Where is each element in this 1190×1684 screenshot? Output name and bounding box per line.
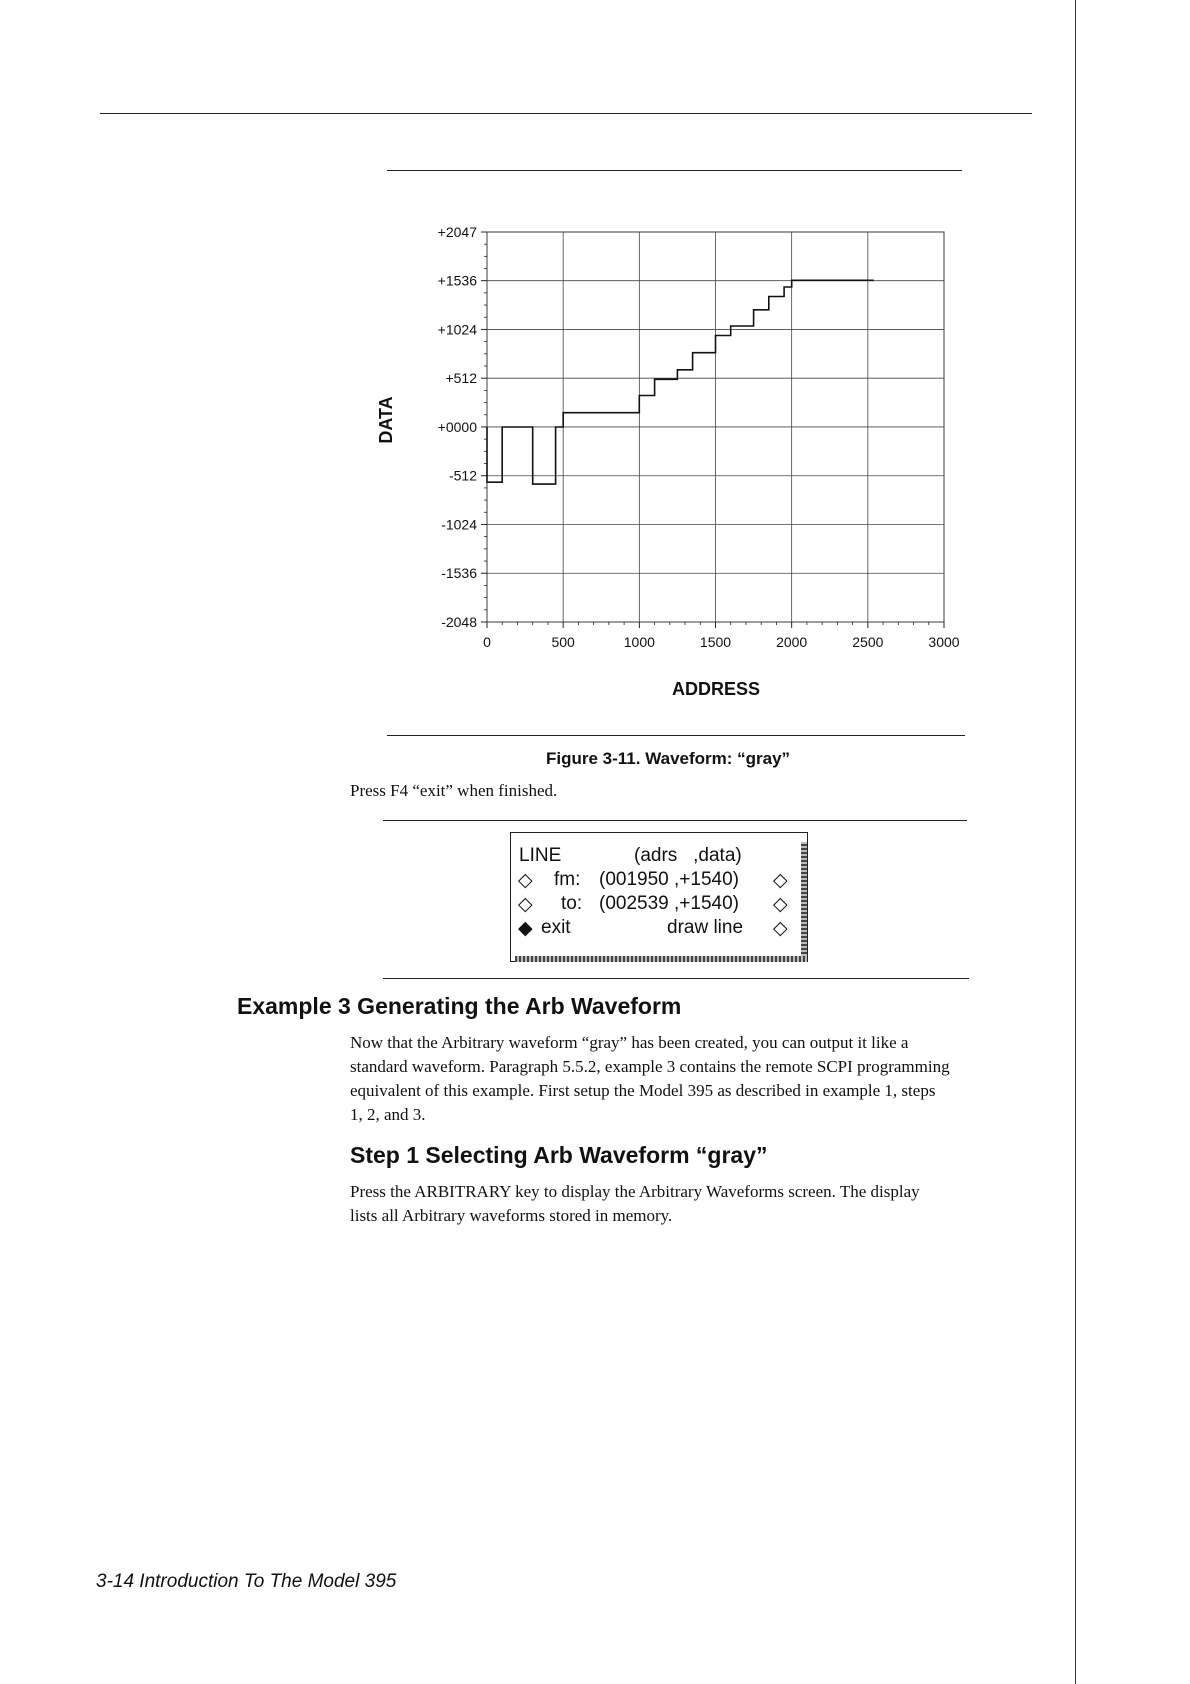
x-tick-label: 0 [483, 634, 491, 650]
figure-top-rule [387, 170, 962, 171]
diamond-outline-icon[interactable]: ◇ [773, 918, 788, 939]
figure-caption: Figure 3-11. Waveform: “gray” [546, 749, 791, 768]
example-line: 1, 2, and 3. [350, 1105, 426, 1124]
example-line: Now that the Arbitrary waveform “gray” has been created, you can output it like a [350, 1033, 909, 1052]
top-rule [100, 113, 1032, 114]
lcd-display [510, 832, 808, 962]
example-line: equivalent of this example. First setup the Model 395 as described in example 1, steps [350, 1081, 936, 1100]
lcd-shadow [515, 956, 807, 962]
y-tick-label: +1024 [437, 321, 477, 338]
x-tick-label: 1500 [699, 634, 732, 650]
page-footer: 3-14 Introduction To The Model 395 [96, 1571, 397, 1592]
lcd-draw-line-label[interactable]: draw line [667, 917, 744, 938]
lcd-top-rule [383, 820, 967, 821]
y-tick-label: +512 [445, 370, 477, 387]
y-tick-label: +0000 [437, 418, 477, 435]
example-heading: Example 3 Generating the Arb Waveform [237, 993, 682, 1019]
lcd-from-value: (001950 ,+1540) [599, 869, 739, 890]
y-tick-label: -1536 [441, 565, 477, 582]
example-paragraph [350, 1031, 1050, 1127]
step-line: Press the ARBITRARY key to display the Arbitrary Waveforms screen. The display [350, 1182, 920, 1201]
lcd-row-exit [511, 917, 807, 941]
y-tick-label: +2047 [437, 224, 477, 240]
x-tick-label: 1000 [623, 634, 655, 650]
x-tick-label: 2000 [776, 634, 808, 650]
diamond-outline-icon[interactable]: ◇ [518, 870, 533, 891]
lcd-to-label: to: [561, 893, 583, 914]
lcd-to-value: (002539 ,+1540) [599, 893, 739, 914]
lcd-columns-label: (adrs ,data) [634, 845, 742, 866]
waveform-line-gray [487, 280, 874, 484]
y-tick-label: -512 [448, 467, 477, 484]
lcd-row-header [511, 845, 807, 869]
step-paragraph [350, 1180, 1050, 1228]
lcd-line-label: LINE [519, 845, 562, 866]
lcd-shadow [801, 842, 807, 962]
x-tick-label: 500 [551, 634, 575, 650]
diamond-outline-icon[interactable]: ◇ [518, 894, 533, 915]
y-tick-label: +1536 [437, 272, 477, 289]
lcd-from-label: fm: [554, 869, 581, 890]
x-tick-label: 2500 [852, 634, 884, 650]
step-line: lists all Arbitrary waveforms stored in memory. [350, 1206, 673, 1225]
y-axis-label: DATA [376, 396, 396, 444]
press-exit-text: Press F4 “exit” when finished. [350, 781, 558, 800]
x-axis-label: ADDRESS [671, 679, 761, 699]
lcd-exit-label[interactable]: exit [541, 917, 571, 938]
lcd-row-to [511, 893, 807, 917]
lcd-bottom-rule [383, 978, 969, 979]
y-tick-label: -1024 [441, 516, 477, 533]
example-line: standard waveform. Paragraph 5.5.2, example 3 contains the remote SCPI programming [350, 1057, 950, 1076]
diamond-outline-icon[interactable]: ◇ [773, 894, 788, 915]
x-tick-label: 3000 [928, 634, 960, 650]
y-tick-label: -2048 [441, 614, 477, 630]
lcd-row-from [511, 869, 807, 893]
waveform-chart [360, 210, 960, 710]
diamond-filled-icon[interactable]: ◆ [518, 918, 533, 939]
figure-bottom-rule [387, 735, 965, 736]
step-heading: Step 1 Selecting Arb Waveform “gray” [350, 1142, 768, 1168]
page-edge-line [1075, 0, 1076, 1684]
diamond-outline-icon[interactable]: ◇ [773, 870, 788, 891]
